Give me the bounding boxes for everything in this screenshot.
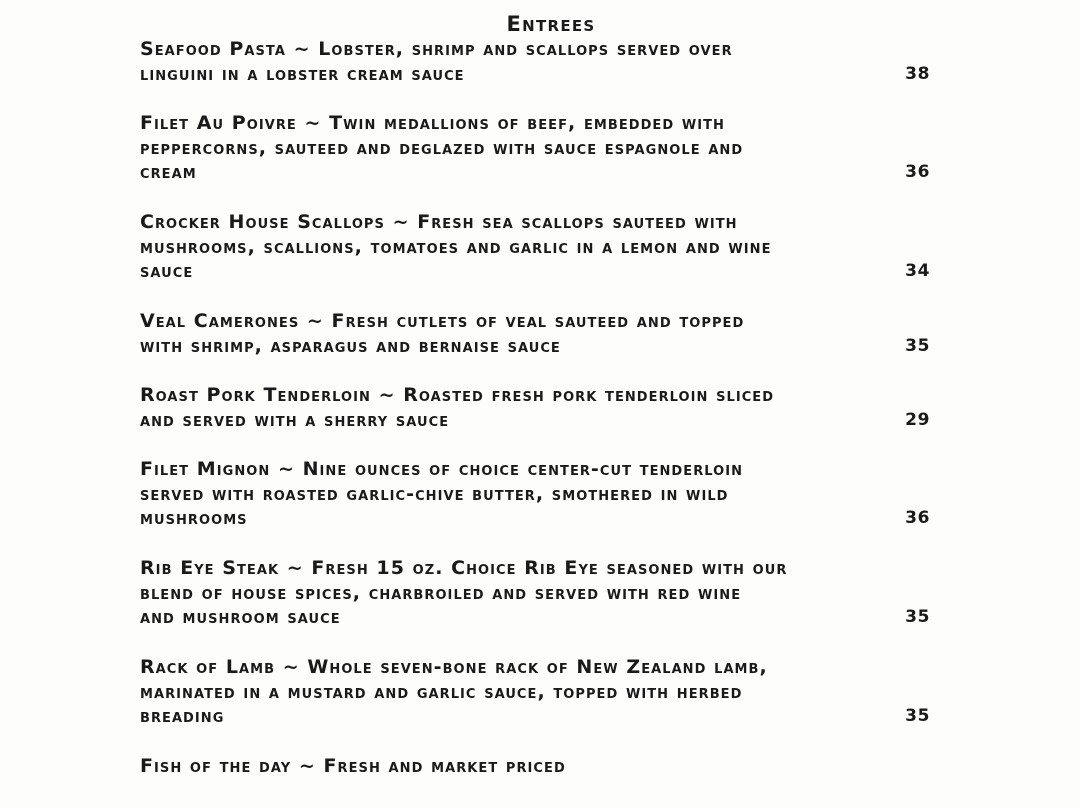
item-description-line: sauce 34: [140, 260, 930, 283]
item-description-line: marinated in a mustard and garlic sauce, topped with herbed: [140, 680, 743, 703]
item-description-line: mushrooms 36: [140, 507, 930, 530]
item-description-line: Roast Pork Tenderloin ~ Roasted fresh pork tenderloin sliced: [140, 384, 775, 406]
item-description-line: and served with a sherry sauce 29: [140, 408, 930, 431]
menu-item-fish-of-the-day: [140, 754, 940, 779]
item-description-line: linguini in a lobster cream sauce 38: [140, 62, 930, 85]
item-price: 36: [905, 162, 930, 183]
item-price: 35: [905, 607, 930, 628]
menu-item-crocker-house-scallops: [140, 210, 940, 284]
menu-item-rib-eye-steak: [140, 556, 940, 630]
menu-item-filet-au-poivre: [140, 111, 940, 185]
item-price: 38: [905, 63, 930, 84]
item-description-line: breading 35: [140, 705, 930, 728]
item-description-line: served with roasted garlic-chive butter, smothered in wild: [140, 482, 729, 505]
item-description-line: cream 36: [140, 161, 930, 184]
item-description-line: blend of house spices, charbroiled and served with red wine: [140, 581, 742, 604]
item-description-line: Filet Mignon ~ Nine ounces of choice center-cut tenderloin: [140, 458, 744, 480]
item-price: 29: [905, 409, 930, 430]
item-description-line: mushrooms, scallions, tomatoes and garlic in a lemon and wine: [140, 235, 772, 258]
menu-item-filet-mignon: [140, 457, 940, 531]
item-price: 36: [905, 508, 930, 529]
menu-item-roast-pork-tenderloin: [140, 383, 940, 432]
item-price: 35: [905, 335, 930, 356]
item-description-line: Fish of the day ~ Fresh and market priced: [140, 755, 566, 777]
item-description-line: and mushroom sauce 35: [140, 606, 930, 629]
item-price: 35: [905, 706, 930, 727]
item-description-line: Rack of Lamb ~ Whole seven-bone rack of New Zealand lamb,: [140, 656, 768, 678]
menu-item-rack-of-lamb: [140, 655, 940, 729]
item-description-line: Filet Au Poivre ~ Twin medallions of beef, embedded with: [140, 112, 725, 134]
item-description-line: Rib Eye Steak ~ Fresh 15 oz. Choice Rib Eye seasoned with our: [140, 557, 788, 579]
item-description-line: Crocker House Scallops ~ Fresh sea scallops sauteed with: [140, 211, 738, 233]
menu-section-title: Entrees: [506, 12, 596, 36]
item-price: 34: [905, 261, 930, 282]
menu-item-veal-camerones: [140, 309, 940, 358]
item-description-line: with shrimp, asparagus and bernaise sauce 35: [140, 334, 930, 357]
item-description-line: Seafood Pasta ~ Lobster, shrimp and scallops served over: [140, 38, 733, 60]
item-description-line: Veal Camerones ~ Fresh cutlets of veal sauteed and topped: [140, 310, 745, 332]
item-description-line: peppercorns, sauteed and deglazed with sauce espagnole and: [140, 136, 744, 159]
menu-item-seafood-pasta: [140, 37, 940, 86]
